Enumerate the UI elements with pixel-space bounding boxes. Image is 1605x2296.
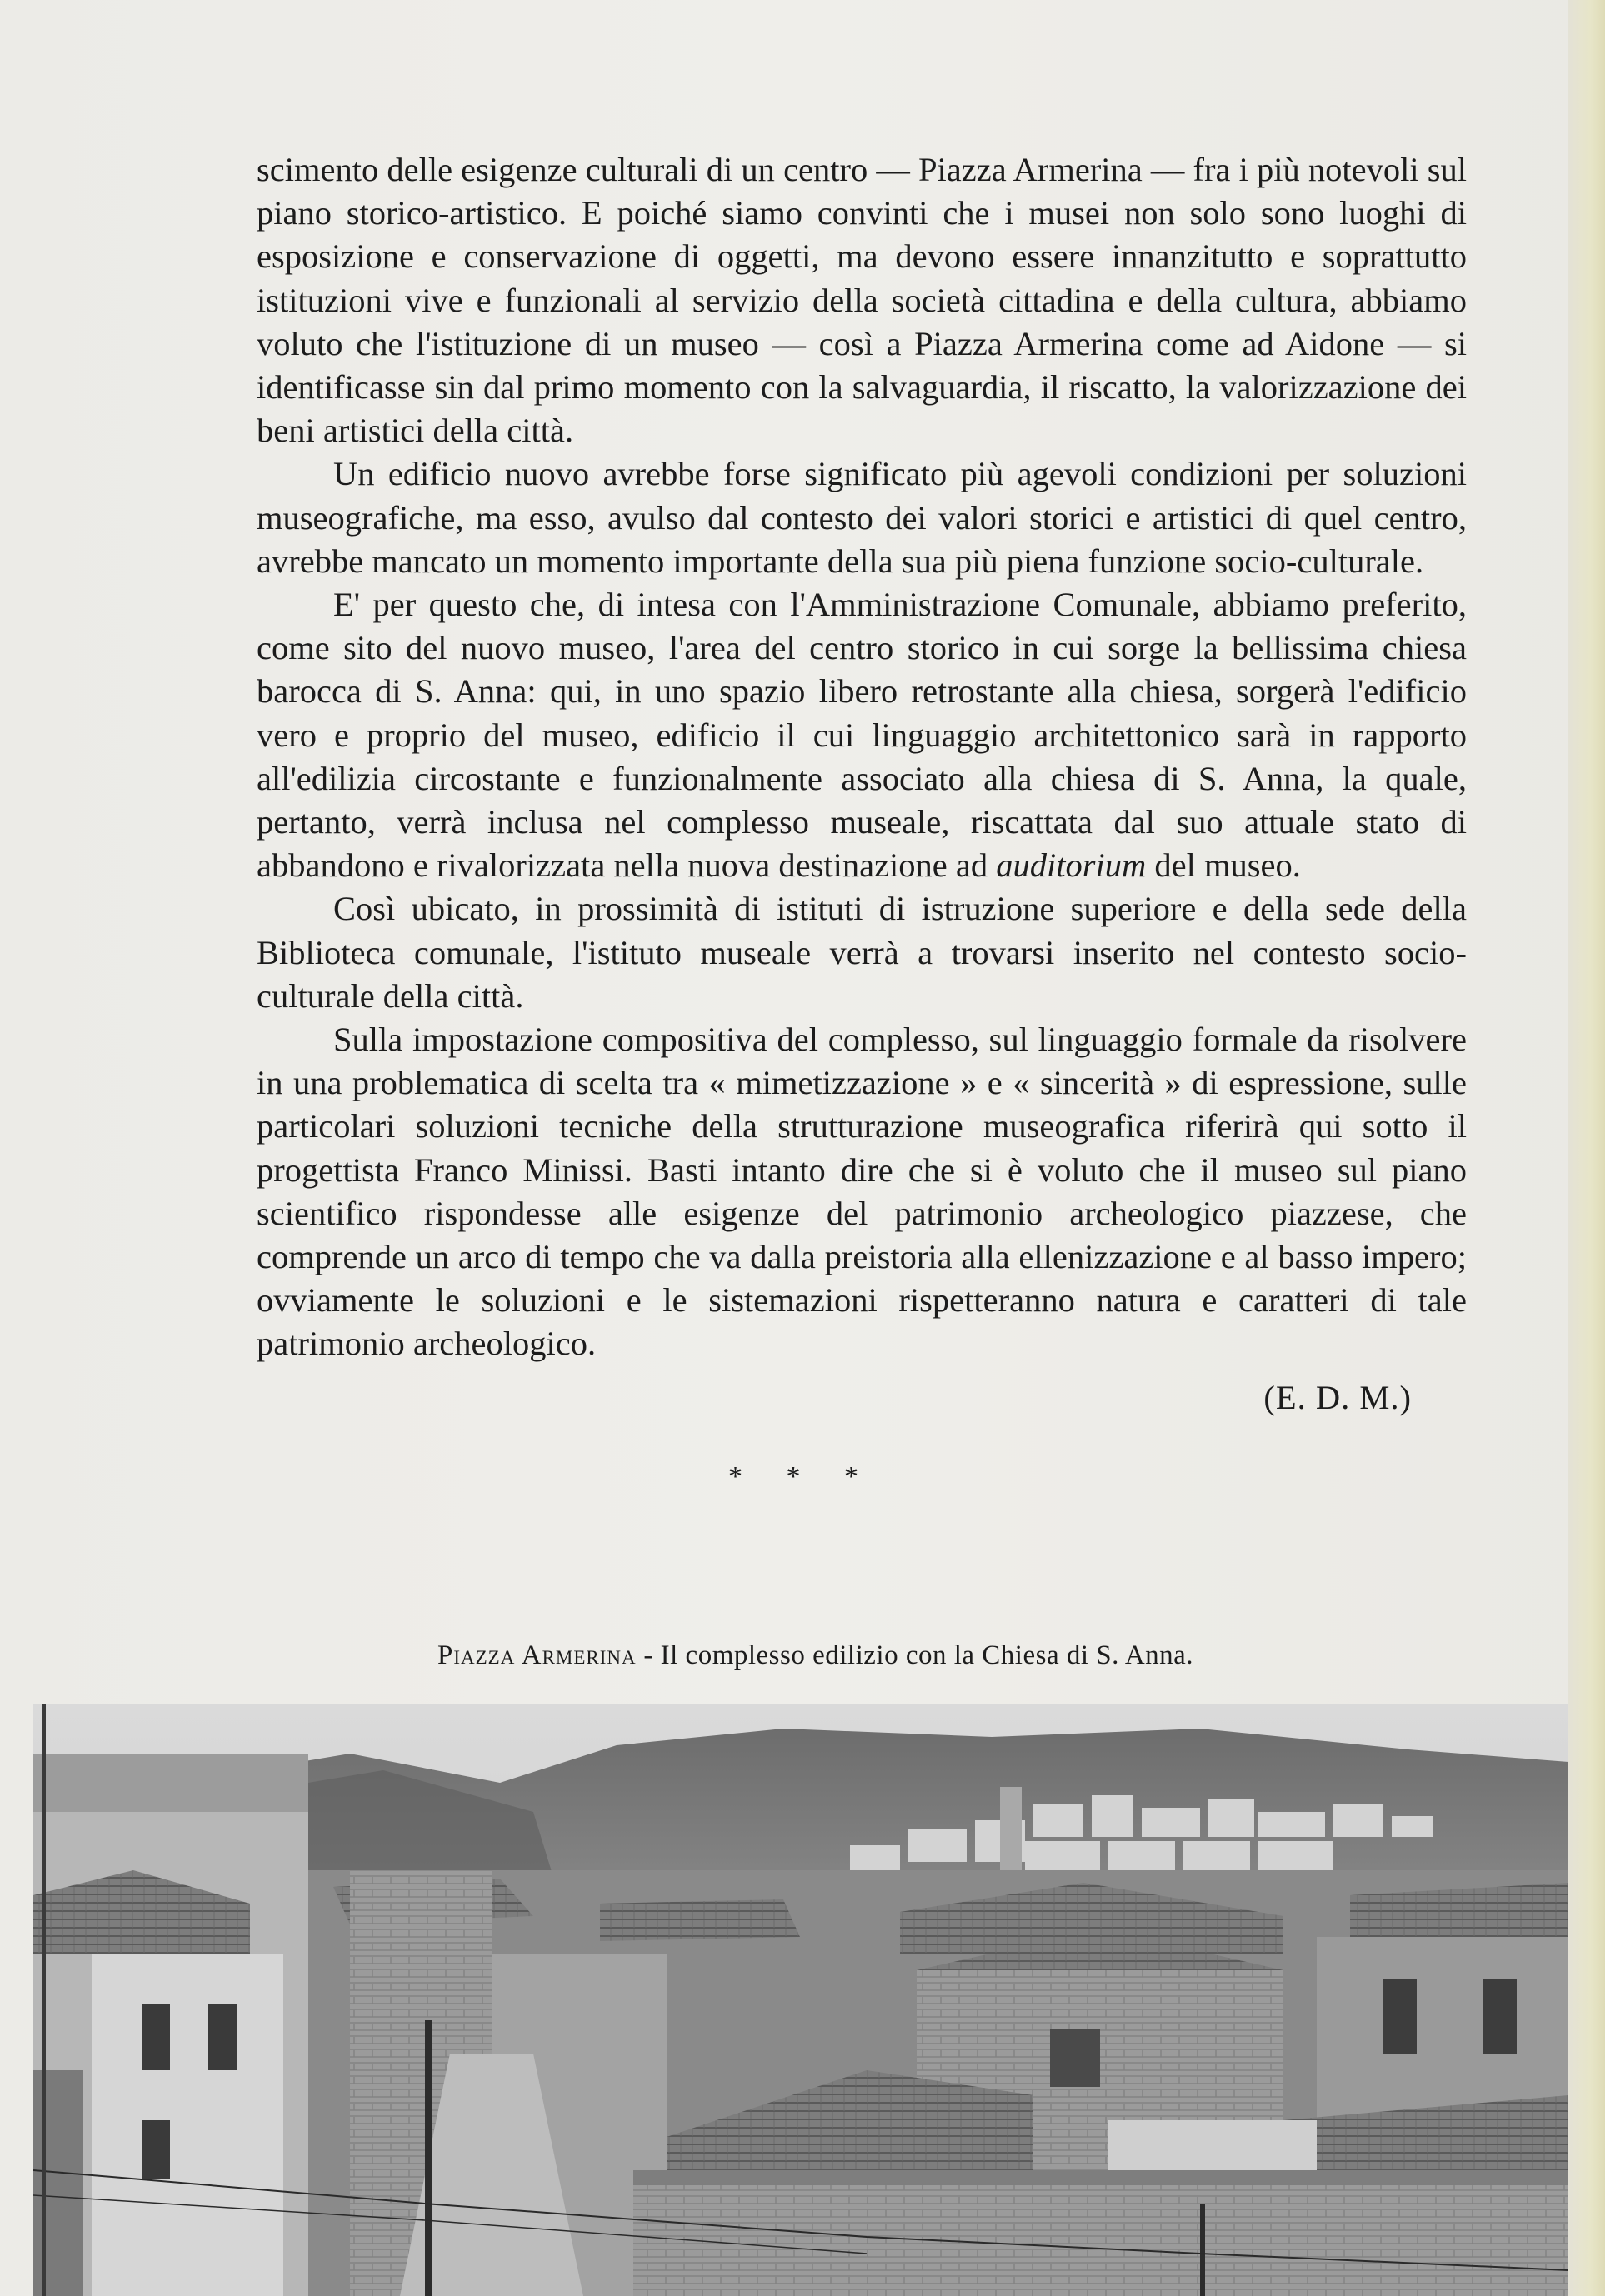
page-edge xyxy=(1568,0,1605,2296)
paragraph-3-end: del museo. xyxy=(1146,846,1301,885)
caption-place: Piazza Armerina xyxy=(438,1640,637,1670)
author-initials: (E. D. M.) xyxy=(1263,1379,1412,1416)
paragraph-3 xyxy=(257,583,1467,887)
paragraph-2: Un edificio nuovo avrebbe forse significato più agevoli condizioni per soluzioni museografiche, ma esso, avulso dal contesto dei valori storici e artistici di quel centro, avrebbe mancato un momento importante della sua più piena funzione socio-culturale. xyxy=(257,455,1467,580)
article-text xyxy=(257,148,1467,1366)
section-separator: * * * xyxy=(728,1461,877,1492)
paragraph-3-start: E' per questo che, di intesa con l'Amministrazione Comunale, abbiamo preferito, come sito del nuovo museo, l'area del centro storico in cui sorge la bellissima chiesa barocca di S. Anna: qui, in uno spazio libero retrostante alla chiesa, sorgerà l'edificio vero e proprio del museo, edificio il cui linguaggio architettonico sarà in rapporto all'edilizia circostante e funzionalmente associato alla chiesa di S. Anna, la quale, pertanto, verrà inclusa nel complesso museale, riscattata dal suo attuale stato di abbandono e rivalorizzata nella nuova destinazione ad xyxy=(257,586,1467,885)
caption-text: - Il complesso edilizio con la Chiesa di S. Anna. xyxy=(636,1640,1194,1670)
paragraph-4: Così ubicato, in prossimità di istituti di istruzione superiore e della sede della Biblioteca comunale, l'istituto museale verrà a trovarsi inserito nel contesto socio-culturale della città. xyxy=(257,890,1467,1015)
paragraph-1: scimento delle esigenze culturali di un centro — Piazza Armerina — fra i più notevoli sul piano storico-artistico. E poiché siamo convinti che i musei non solo sono luoghi di esposizione e conservazione di oggetti, ma devono essere innanzitutto e soprattutto istituzioni vive e funzionali al servizio della società cittadina e della cultura, abbiamo voluto che l'istituzione di un museo — così a Piazza Armerina come ad Aidone — si identificasse sin dal primo momento con la salvaguardia, il riscatto, la valorizzazione dei beni artistici della città. xyxy=(257,151,1467,450)
town-rooftops-photo xyxy=(33,1704,1568,2296)
photo-caption xyxy=(438,1640,1438,1671)
paragraph-5: Sulla impostazione compositiva del complesso, sul linguaggio formale da risolvere in una problematica di scelta tra « mimetizzazione » e « sincerità » di espressione, sulle particolari soluzioni tecniche della strutturazione museografica riferirà qui sotto il progettista Franco Minissi. Basti intanto dire che si è voluto che il museo sul piano scientifico rispondesse alle esigenze del patrimonio archeologico piazzese, che comprende un arco di tempo che va dalla preistoria alla ellenizzazione e al basso impero; ovviamente le soluzioni e le sistemazioni rispetteranno natura e caratteri di tale patrimonio archeologico. xyxy=(257,1021,1467,1363)
paragraph-3-italic: auditorium xyxy=(996,846,1147,885)
